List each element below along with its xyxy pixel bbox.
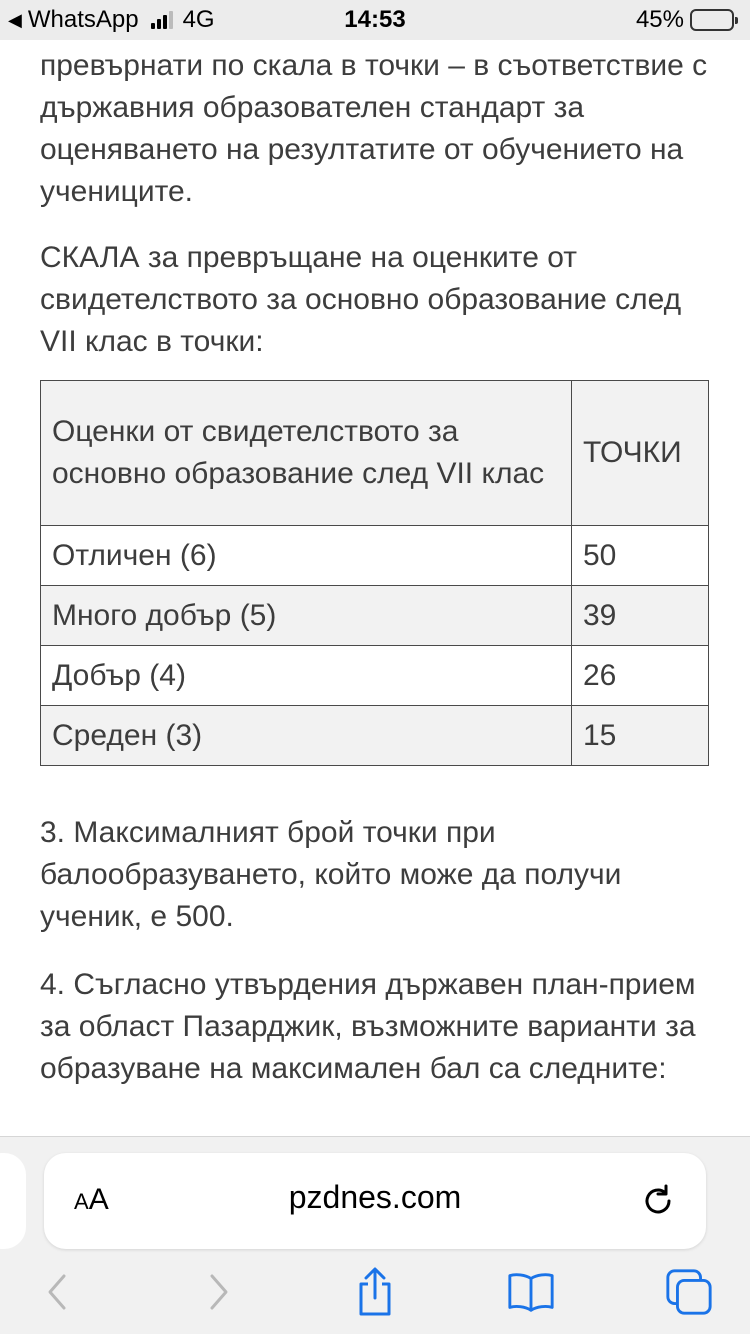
paragraph-4: 4. Съгласно утвърдения държавен план-прием за област Пазарджик, възможните варианти за образуване на максимален бал са следните: <box>40 968 696 1085</box>
network-type: 4G <box>182 6 215 33</box>
table-header-row <box>41 381 709 526</box>
grade-cell: Отличен (6) <box>41 526 572 586</box>
article-body <box>40 45 720 387</box>
address-bar[interactable] <box>44 1153 706 1249</box>
book-icon <box>506 1270 556 1314</box>
paragraph-scale: СКАЛА за превръщане на оценките от свидетелството за основно образование след VII клас в точки: <box>40 241 682 358</box>
grade-cell: Добър (4) <box>41 646 572 706</box>
table-row <box>41 646 709 706</box>
share-button[interactable] <box>350 1267 400 1317</box>
forward-button[interactable] <box>194 1267 244 1317</box>
points-cell: 15 <box>572 706 709 766</box>
points-cell: 39 <box>572 586 709 646</box>
table-row <box>41 586 709 646</box>
status-bar <box>0 0 750 40</box>
grade-points-table <box>40 380 709 766</box>
back-app-label: WhatsApp <box>27 6 139 33</box>
back-triangle-icon: ◀ <box>8 9 22 30</box>
table-row <box>41 526 709 586</box>
share-icon <box>353 1266 397 1318</box>
url-text[interactable]: pzdnes.com <box>288 1179 462 1215</box>
tabs-button[interactable] <box>664 1267 714 1317</box>
browser-toolbar <box>0 1257 750 1317</box>
battery-percent: 45% <box>635 6 684 33</box>
battery-icon <box>690 9 734 31</box>
article-body-continued <box>40 812 720 1116</box>
grade-cell: Среден (3) <box>41 706 572 766</box>
points-cell: 50 <box>572 526 709 586</box>
browser-bottom-bar <box>0 1136 750 1334</box>
header-grades: Оценки от свидетелството за основно образование след VII клас <box>41 381 572 526</box>
text-size-button[interactable]: AA <box>74 1183 109 1216</box>
bookmarks-button[interactable] <box>506 1267 556 1317</box>
tabs-icon <box>664 1266 714 1318</box>
reload-icon[interactable] <box>638 1181 678 1221</box>
paragraph-intro: превърнати по скала в точки – в съответствие с държавния образователен стандарт за оценяването на резултатите от обучението на учениците. <box>40 49 708 208</box>
header-points: ТОЧКИ <box>572 381 709 526</box>
back-button[interactable] <box>32 1267 82 1317</box>
paragraph-3: 3. Максималният брой точки при балообразуването, който може да получи ученик, е 500. <box>40 816 622 933</box>
clock: 14:53 <box>344 6 406 33</box>
grade-cell: Много добър (5) <box>41 586 572 646</box>
chevron-right-icon <box>204 1272 234 1312</box>
chevron-left-icon <box>42 1272 72 1312</box>
table-row <box>41 706 709 766</box>
previous-tab-pill[interactable] <box>0 1153 26 1249</box>
points-cell: 26 <box>572 646 709 706</box>
